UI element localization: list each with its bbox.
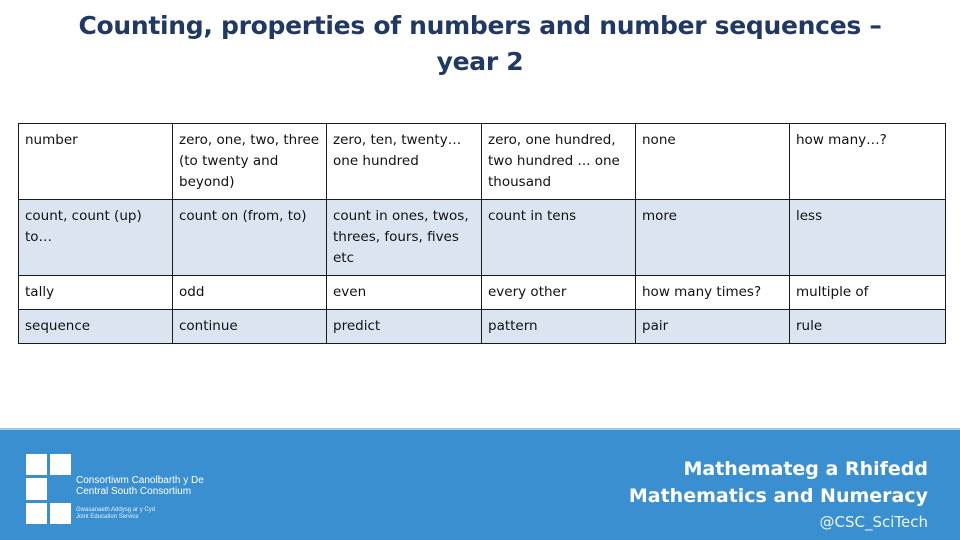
table-cell: pair <box>636 310 790 344</box>
table-cell: rule <box>790 310 946 344</box>
title-line-2: year 2 <box>436 47 524 76</box>
table-cell: even <box>327 276 482 310</box>
logo-subtext <box>76 507 155 521</box>
title-line-1: Counting, properties of numbers and number sequences – <box>78 11 882 40</box>
logo-sub-english: Joint Education Service <box>76 514 139 520</box>
table-cell: number <box>19 124 173 200</box>
table-row <box>19 276 946 310</box>
page-title <box>0 8 960 80</box>
table-row <box>19 200 946 276</box>
table-cell: predict <box>327 310 482 344</box>
logo-squares-icon <box>26 454 72 524</box>
logo-line-welsh: Consortiwm Canolbarth y De <box>76 475 204 486</box>
table-cell: count on (from, to) <box>173 200 327 276</box>
table-cell: count in ones, twos, threes, fours, fives etc <box>327 200 482 276</box>
table-cell: every other <box>482 276 636 310</box>
brand-block <box>629 456 928 534</box>
table-cell: count, count (up) to… <box>19 200 173 276</box>
table-cell: odd <box>173 276 327 310</box>
logo-line-english: Central South Consortium <box>76 486 192 497</box>
table-cell: count in tens <box>482 200 636 276</box>
logo-text <box>76 475 204 497</box>
table-cell: how many…? <box>790 124 946 200</box>
table-cell: continue <box>173 310 327 344</box>
social-handle: @CSC_SciTech <box>819 513 928 531</box>
table-row <box>19 124 946 200</box>
table-cell: less <box>790 200 946 276</box>
table-row <box>19 310 946 344</box>
table-cell: multiple of <box>790 276 946 310</box>
table-cell: more <box>636 200 790 276</box>
table-cell: none <box>636 124 790 200</box>
table-cell: how many times? <box>636 276 790 310</box>
logo-sub-welsh: Gwasanaeth Addysg ar y Cyd <box>76 507 156 513</box>
table-cell: sequence <box>19 310 173 344</box>
brand-title-welsh: Mathemateg a Rhifedd <box>683 458 928 480</box>
table-cell: pattern <box>482 310 636 344</box>
table-cell: tally <box>19 276 173 310</box>
table-cell: zero, one hundred, two hundred ... one thousand <box>482 124 636 200</box>
consortium-logo <box>26 454 204 526</box>
table-cell: zero, one, two, three (to twenty and beyond) <box>173 124 327 200</box>
table-cell: zero, ten, twenty…one hundred <box>327 124 482 200</box>
vocabulary-table <box>18 123 946 344</box>
brand-title-english: Mathematics and Numeracy <box>628 485 928 507</box>
